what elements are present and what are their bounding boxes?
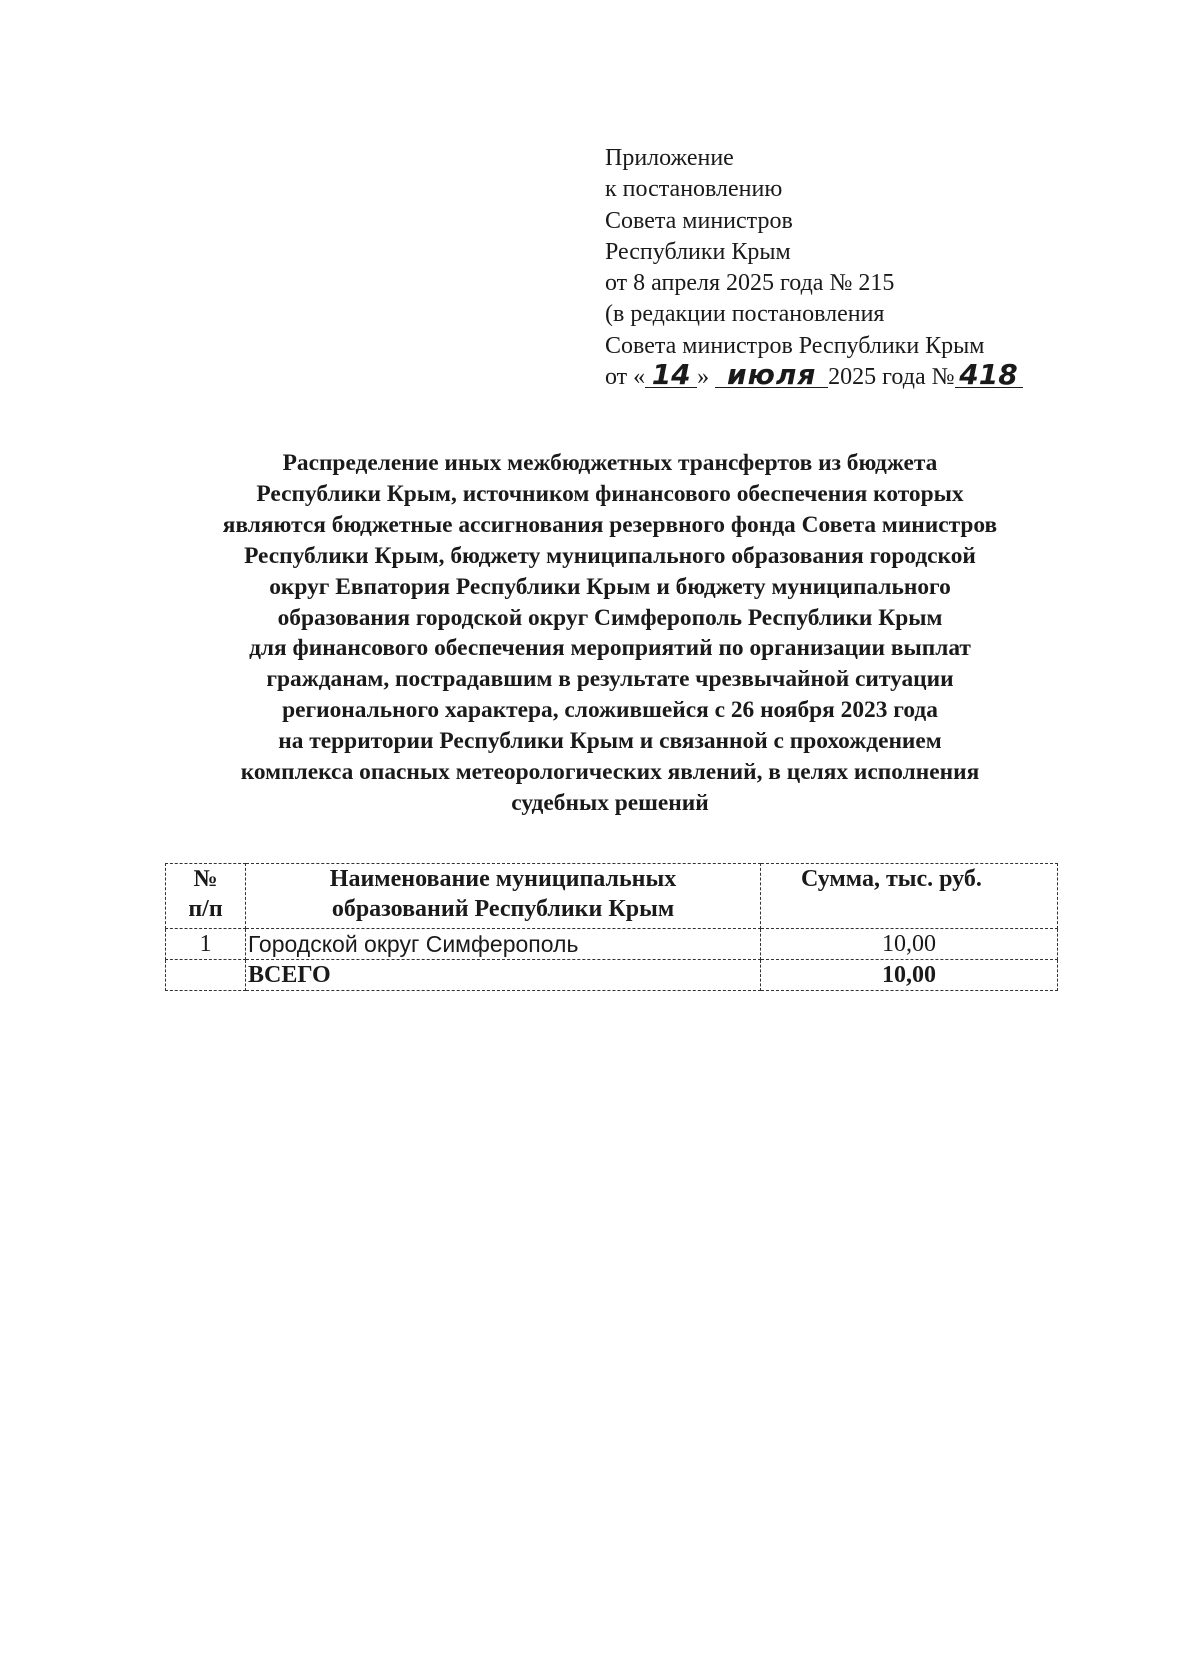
distribution-table [165, 863, 1058, 991]
header-municipality [246, 864, 761, 929]
appendix-date-line [605, 358, 1075, 393]
appendix-line-6: (в редакции постановления [605, 301, 885, 328]
total-label: ВСЕГО [246, 960, 761, 991]
distribution-table-wrap [165, 863, 1057, 991]
title-line: судебных решений [511, 789, 709, 816]
table-total-row [166, 960, 1058, 991]
title-line: для финансового обеспечения мероприятий по организации выплат [249, 635, 971, 662]
handwritten-day: 14 [645, 363, 697, 388]
title-line: образования городской округ Симферополь Республики Крым [277, 604, 943, 631]
row-sum: 10,00 [761, 929, 1058, 960]
appendix-line-7: Совета министров Республики Крым [605, 332, 985, 359]
header-municipality-line-1: Наименование муниципальных [329, 866, 677, 892]
table-header-row [166, 864, 1058, 929]
appendix-block [605, 143, 1075, 393]
title-line: регионального характера, сложившейся с 26 ноября 2023 года [282, 697, 938, 724]
date-year: 2025 года № [828, 364, 955, 391]
handwritten-doc-number: 418 [955, 363, 1023, 388]
table-row [166, 929, 1058, 960]
document-title [150, 448, 1070, 819]
date-mid: » [697, 364, 710, 391]
appendix-line-2: к постановлению [605, 176, 783, 203]
title-line: комплекса опасных метеорологических явлений, в целях исполнения [240, 759, 980, 786]
title-line: являются бюджетные ассигнования резервного фонда Совета министров [222, 511, 998, 538]
header-municipality-line-2: образований Республики Крым [331, 896, 675, 922]
row-number: 1 [166, 929, 246, 960]
title-line: гражданам, пострадавшим в результате чрезвычайной ситуации [266, 666, 954, 693]
handwritten-month: июля [715, 363, 828, 388]
appendix-line-5: от 8 апреля 2025 года № 215 [605, 270, 895, 297]
total-sum: 10,00 [761, 960, 1058, 991]
title-line: на территории Республики Крым и связанной с прохождением [278, 728, 942, 755]
date-prefix: от « [605, 364, 646, 391]
title-line: Распределение иных межбюджетных трансфертов из бюджета [282, 450, 938, 476]
title-line: округ Евпатория Республики Крым и бюджету муниципального [269, 573, 951, 600]
appendix-line-4: Республики Крым [605, 238, 791, 265]
header-number [166, 864, 246, 929]
header-number-line-2: п/п [188, 896, 223, 922]
title-line: Республики Крым, бюджету муниципального образования городской [244, 542, 976, 569]
header-number-line-1: № [193, 866, 218, 892]
row-municipality: Городской округ Симферополь [246, 929, 761, 960]
total-number-empty [166, 960, 246, 991]
title-line: Республики Крым, источником финансового обеспечения которых [256, 480, 964, 507]
header-sum: Сумма, тыс. руб. [761, 864, 1058, 929]
appendix-line-3: Совета министров [605, 207, 793, 234]
appendix-line-1: Приложение [605, 145, 734, 171]
